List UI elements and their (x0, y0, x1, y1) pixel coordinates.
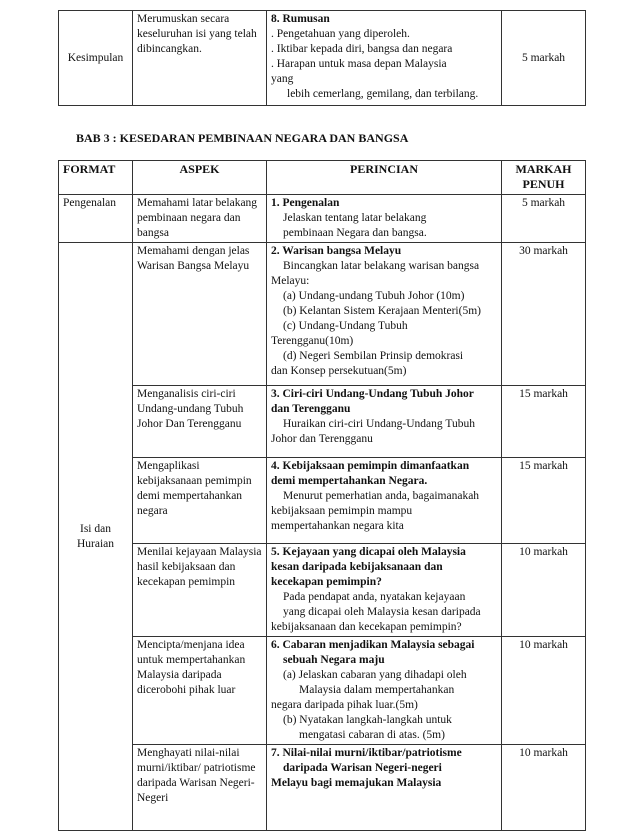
aspek-cell: Mengaplikasi kebijaksanaan pemimpin demi mempertahankan negara (133, 458, 267, 544)
markah-cell: 10 markah (502, 637, 586, 745)
item-line: Bincangkan latar belakang warisan bangsa (283, 260, 480, 272)
table-row (59, 243, 586, 386)
aspek-cell: Menilai kejayaan Malaysia hasil kebijaksaan dan kecekapan pemimpin (133, 544, 267, 637)
aspek-cell: Menghayati nilai-nilai murni/iktibar/ patriotisme daripada Warisan Negeri-Negeri (133, 745, 267, 831)
aspek-cell: Menganalisis ciri-ciri Undang-undang Tubuh Johor Dan Terengganu (133, 386, 267, 458)
header-row (59, 161, 586, 195)
item-line: dan Konsep persekutuan(5m) (271, 365, 407, 377)
item-line: Pada pendapat anda, nyatakan kejayaan (283, 591, 466, 603)
item-line: mempertahankan negara kita (271, 520, 404, 532)
perincian-cell (267, 243, 502, 386)
item-line: (c) Undang-Undang Tubuh (283, 320, 408, 332)
bab3-table (58, 160, 586, 831)
item-title: 5. Kejayaan yang dicapai oleh Malaysia (271, 546, 466, 558)
aspek-cell: Merumuskan secara keseluruhan isi yang telah dibincangkan. (133, 11, 267, 106)
item-line: yang dicapai oleh Malaysia kesan daripada (283, 606, 481, 618)
item-line: yang (271, 73, 294, 85)
aspek-cell: Mencipta/menjana idea untuk mempertahankan Malaysia daripada dicerobohi pihak luar (133, 637, 267, 745)
markah-cell: 5 markah (502, 195, 586, 243)
item-title: 1. Pengenalan (271, 197, 340, 209)
item-title: kesan daripada kebijaksanaan dan (271, 561, 443, 573)
aspek-cell: Memahami latar belakang pembinaan negara dan bangsa (133, 195, 267, 243)
markah-cell: 30 markah (502, 243, 586, 386)
markah-cell: 10 markah (502, 745, 586, 831)
format-cell: Pengenalan (59, 195, 133, 243)
format-cell: Kesimpulan (59, 11, 133, 106)
header-markah (502, 161, 586, 195)
item-line: Malaysia dalam mempertahankan (299, 684, 455, 696)
item-line: (d) Negeri Sembilan Prinsip demokrasi (283, 350, 464, 362)
markah-cell: 5 markah (502, 11, 586, 106)
header-perincian: PERINCIAN (267, 161, 502, 195)
aspek-cell: Memahami dengan jelas Warisan Bangsa Melayu (133, 243, 267, 386)
markah-cell: 15 markah (502, 458, 586, 544)
perincian-cell (267, 458, 502, 544)
item-title: Melayu bagi memajukan Malaysia (271, 777, 442, 789)
item-line: (a) Jelaskan cabaran yang dihadapi oleh (283, 669, 467, 681)
item-line: Terengganu(10m) (271, 335, 354, 347)
table-row (59, 11, 586, 106)
perincian-cell (267, 386, 502, 458)
item-line: (b) Nyatakan langkah-langkah untuk (283, 714, 452, 726)
table-row (59, 637, 586, 745)
conclusion-table (58, 10, 586, 106)
chapter-title: BAB 3 : KESEDARAN PEMBINAAN NEGARA DAN BANGSA (76, 131, 409, 145)
item-line: negara daripada pihak luar.(5m) (271, 699, 418, 711)
perincian-cell (267, 195, 502, 243)
markah-cell: 10 markah (502, 544, 586, 637)
item-title (271, 638, 497, 653)
header-aspek: ASPEK (133, 161, 267, 195)
isi-format-line: Isi dan (80, 522, 111, 535)
item-line: . Iktibar kepada diri, bangsa dan negara (271, 43, 453, 55)
item-title: 4. Kebijaksaan pemimpin dimanfaatkan (271, 460, 470, 472)
item-line: kebijaksanaan dan kecekapan pemimpin? (271, 621, 462, 633)
perincian-cell (267, 544, 502, 637)
item-line: Menurut pemerhatian anda, bagaimanakah (283, 490, 480, 502)
item-number: 6 (271, 639, 277, 651)
item-title: demi mempertahankan Negara. (271, 475, 428, 487)
item-line: (a) Undang-undang Tubuh Johor (10m) (283, 290, 465, 302)
item-line: . Harapan untuk masa depan Malaysia (271, 58, 447, 70)
table-row (59, 386, 586, 458)
header-format: FORMAT (59, 161, 133, 195)
format-cell (59, 243, 133, 831)
item-line: . Pengetahuan yang diperoleh. (271, 28, 410, 40)
item-title: 2. Warisan bangsa Melayu (271, 245, 402, 257)
table-row (59, 544, 586, 637)
item-line: Melayu: (271, 275, 310, 287)
item-title: 3. Ciri-ciri Undang-Undang Tubuh Johor (271, 388, 474, 400)
table-row (59, 745, 586, 831)
item-line: pembinaan Negara dan bangsa. (283, 227, 427, 239)
item-title: 7. Nilai-nilai murni/iktibar/patriotisme (271, 747, 462, 759)
item-line: (b) Kelantan Sistem Kerajaan Menteri(5m) (283, 305, 481, 317)
item-title: sebuah Negara maju (283, 654, 385, 666)
item-line: Huraikan ciri-ciri Undang-Undang Tubuh (283, 418, 475, 430)
item-line: kebijaksaan pemimpin mampu (271, 505, 413, 517)
markah-cell: 15 markah (502, 386, 586, 458)
item-line: Jelaskan tentang latar belakang (283, 212, 427, 224)
item-line: lebih cemerlang, gemilang, dan terbilang. (287, 88, 479, 100)
perincian-cell (267, 11, 502, 106)
table-row (59, 458, 586, 544)
item-line: mengatasi cabaran di atas. (5m) (299, 729, 445, 741)
header-markah-1: MARKAH (515, 162, 572, 176)
perincian-cell (267, 637, 502, 745)
header-markah-2: PENUH (522, 177, 565, 191)
isi-format-line: Huraian (76, 537, 115, 550)
item-title: daripada Warisan Negeri-negeri (283, 762, 442, 774)
table-row (59, 195, 586, 243)
item-title-text: . Cabaran menjadikan Malaysia sebagai (276, 639, 475, 651)
item-title: kecekapan pemimpin? (271, 576, 382, 588)
item-title: 8. Rumusan (271, 13, 330, 25)
perincian-cell (267, 745, 502, 831)
item-title: dan Terengganu (271, 403, 351, 415)
item-line: Johor dan Terengganu (271, 433, 373, 445)
